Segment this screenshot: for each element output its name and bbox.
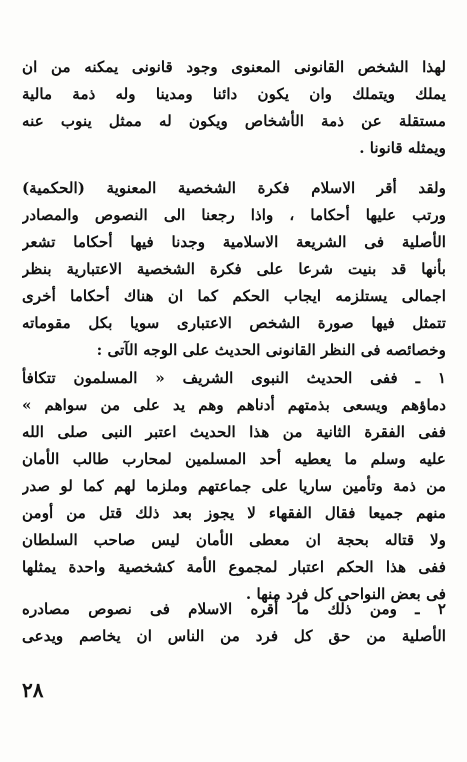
text-line: ورتب عليها أحكاما ، واذا رجعنا الى النصوص والمصادر <box>22 206 446 224</box>
text-line: ففى هذا الحكم اعتبار لمجموع الأمة كشخصية واحدة يمثلها <box>22 558 446 576</box>
text-line: منهم جميعا فقال الفقهاء لا يجوز بعد ذلك قتل من أومن <box>22 504 446 522</box>
text-line: ويمثله قانونا . <box>359 139 446 157</box>
text-line: من ذمة وتأمين ساريا على جماعتهم وملزما لهم كما لو صدر <box>22 477 446 495</box>
text-line: عليه وسلم ما يعطيه أحد المسلمين لمحارب طالب الأمان <box>22 450 446 468</box>
text-line: مستقلة عن ذمة الأشخاص ويكون له ممثل ينوب عنه <box>22 112 446 130</box>
paragraph-3 <box>22 365 446 608</box>
text-line: وخصائصه فى النظر القانونى الحديث على الوجه الآتى : <box>96 341 446 359</box>
text-line: ١ ـ ففى الحديث النبوى الشريف « المسلمون تتكافأ <box>22 369 446 387</box>
text-line: لهذا الشخص القانونى المعنوى وجود قانونى يمكنه من ان <box>22 58 446 76</box>
paragraph-2 <box>22 175 446 364</box>
text-line: اجمالى يستلزمه ايجاب الحكم كما ان هناك أحكاما أخرى <box>22 287 446 305</box>
text-line: ففى الفقرة الثانية من هذا الحديث اعتبر النبى صلى الله <box>22 423 446 441</box>
text-line: بأنها قد بنيت شرعا على فكرة الشخصية الاعتبارية بنظر <box>22 260 446 278</box>
text-line: ٢ ـ ومن ذلك ما أقره الاسلام فى نصوص مصادره <box>22 600 446 618</box>
text-line: فى بعض النواحى كل فرد منها . <box>245 585 446 603</box>
text-line: دماؤهم ويسعى بذمتهم أدناهم وهم يد على من سواهم » <box>22 396 446 414</box>
text-line: الأصلية من حق كل فرد من الناس ان يخاصم ويدعى <box>22 627 446 645</box>
text-line: تتمثل فيها صورة الشخص الاعتبارى سويا بكل مقوماته <box>22 314 446 332</box>
text-line: الأصلية فى الشريعة الاسلامية وجدنا فيها أحكاما تشعر <box>22 233 446 251</box>
paragraph-4 <box>22 596 446 650</box>
paragraph-1 <box>22 54 446 162</box>
text-line: ولقد أقر الاسلام فكرة الشخصية المعنوية (الحكمية) <box>22 179 446 197</box>
page-number: ٢٨ <box>22 678 44 702</box>
text-line: يملك ويتملك وان يكون دائنا ومدينا وله ذمة مالية <box>22 85 446 103</box>
text-line: ولا قتاله بحجة ان معطى الأمان ليس صاحب السلطان <box>22 531 446 549</box>
